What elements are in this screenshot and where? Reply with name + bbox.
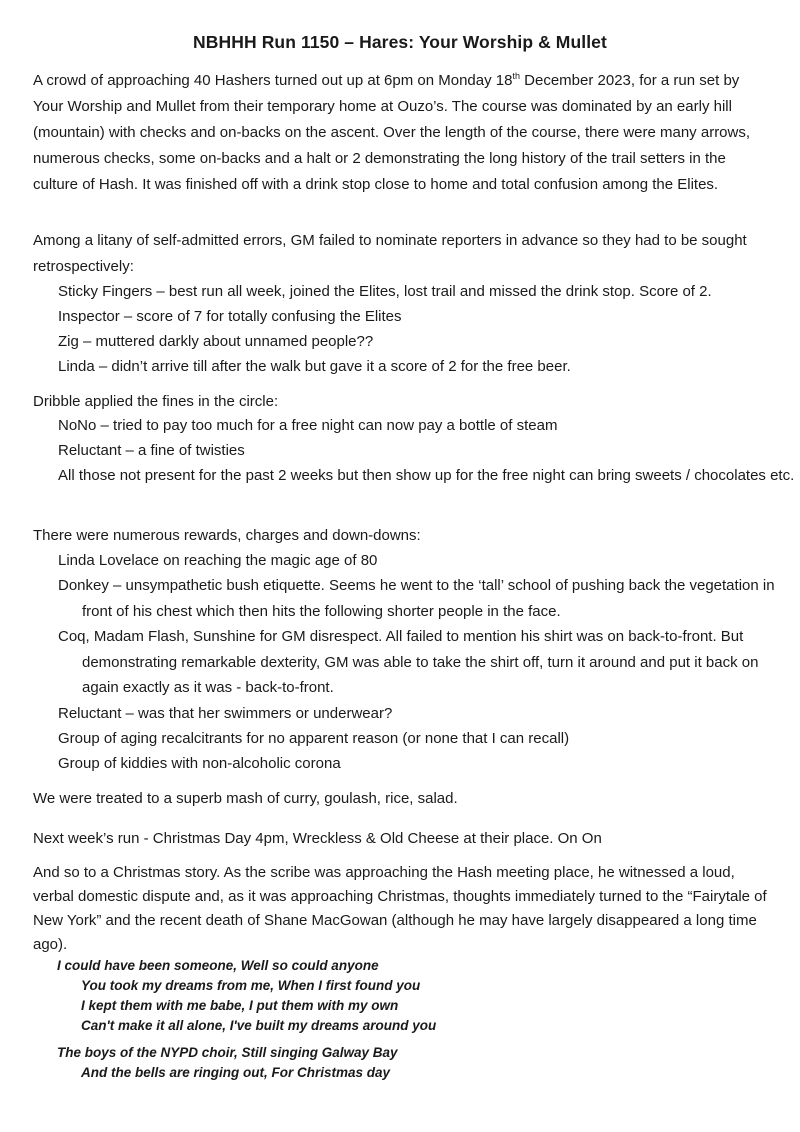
list-item: Donkey – unsympathetic bush etiquette. Seems he went to the ‘tall’ school of pushing back the vegetation in front of his chest which then hits the following shorter people in the face.	[58, 577, 775, 620]
food-paragraph: We were treated to a superb mash of curry, goulash, rice, salad.	[33, 790, 458, 807]
lyric-line: I kept them with me babe, I put them with my own	[81, 998, 399, 1013]
fines-intro: Dribble applied the fines in the circle:	[33, 393, 279, 410]
list-item: Group of aging recalcitrants for no apparent reason (or none that I can recall)	[58, 730, 570, 747]
lyric-line: You took my dreams from me, When I first found you	[81, 978, 421, 993]
rewards-intro: There were numerous rewards, charges and down-downs:	[33, 527, 421, 544]
page-title: NBHHH Run 1150 – Hares: Your Worship & Mullet	[193, 32, 607, 52]
lyric-line: Can't make it all alone, I've built my dreams around you	[81, 1018, 437, 1033]
list-item: Linda Lovelace on reaching the magic age of 80	[58, 552, 378, 569]
list-item: Linda – didn’t arrive till after the walk but gave it a score of 2 for the free beer.	[58, 358, 571, 375]
list-item: Zig – muttered darkly about unnamed people??	[58, 333, 374, 350]
lyrics-verse-1	[57, 956, 777, 1036]
lyrics-verse-2	[57, 1043, 777, 1083]
intro-superscript: th	[512, 71, 520, 81]
story-paragraph: And so to a Christmas story. As the scribe was approaching the Hash meeting place, he witnessed a loud, verbal domestic dispute and, as it was approaching Christmas, thoughts immediately turned to the “Fairytale of New York” and the recent death of Shane MacGowan (although he may have largely disappeared a long time ago).	[33, 864, 767, 953]
list-item: Reluctant – was that her swimmers or underwear?	[58, 705, 393, 722]
list-item: Group of kiddies with non-alcoholic corona	[58, 755, 341, 772]
list-item: NoNo – tried to pay too much for a free night can now pay a bottle of steam	[58, 417, 558, 434]
lyric-line: The boys of the NYPD choir, Still singing Galway Bay	[57, 1045, 398, 1060]
lyric-line: And the bells are ringing out, For Christmas day	[81, 1065, 391, 1080]
list-item: Reluctant – a fine of twisties	[58, 442, 245, 459]
reporters-intro: Among a litany of self-admitted errors, GM failed to nominate reporters in advance so they had to be sought retrospectively:	[33, 232, 747, 275]
list-item: Inspector – score of 7 for totally confusing the Elites	[58, 308, 402, 325]
list-item: Coq, Madam Flash, Sunshine for GM disrespect. All failed to mention his shirt was on back-to-front. But demonstrating remarkable dexterity, GM was able to take the shirt off, turn it around and put it back on again exactly as it was - back-to-front.	[58, 628, 759, 696]
list-item: Sticky Fingers – best run all week, joined the Elites, lost trail and missed the drink stop. Score of 2.	[58, 283, 712, 300]
intro-paragraph	[33, 68, 773, 198]
intro-text-1: A crowd of approaching 40 Hashers turned out up at 6pm on Monday 18	[33, 72, 513, 89]
list-item: All those not present for the past 2 weeks but then show up for the free night can bring sweets / chocolates etc.	[58, 467, 795, 484]
next-run-paragraph: Next week’s run - Christmas Day 4pm, Wreckless & Old Cheese at their place. On On	[33, 830, 602, 847]
intro-text-2: December 2023, for a run set by Your Worship and Mullet from their temporary home at Ouzo’s. The course was dominated by an early hill (mountain) with checks and on-backs on the ascent. Over the length of the course, there were many arrows, numerous checks, some on-backs and a halt or 2 demonstrating the long history of the trail setters in the culture of Hash. It was finished off with a drink stop close to home and total confusion among the Elites.	[33, 72, 751, 193]
lyric-line: I could have been someone, Well so could anyone	[57, 958, 379, 973]
